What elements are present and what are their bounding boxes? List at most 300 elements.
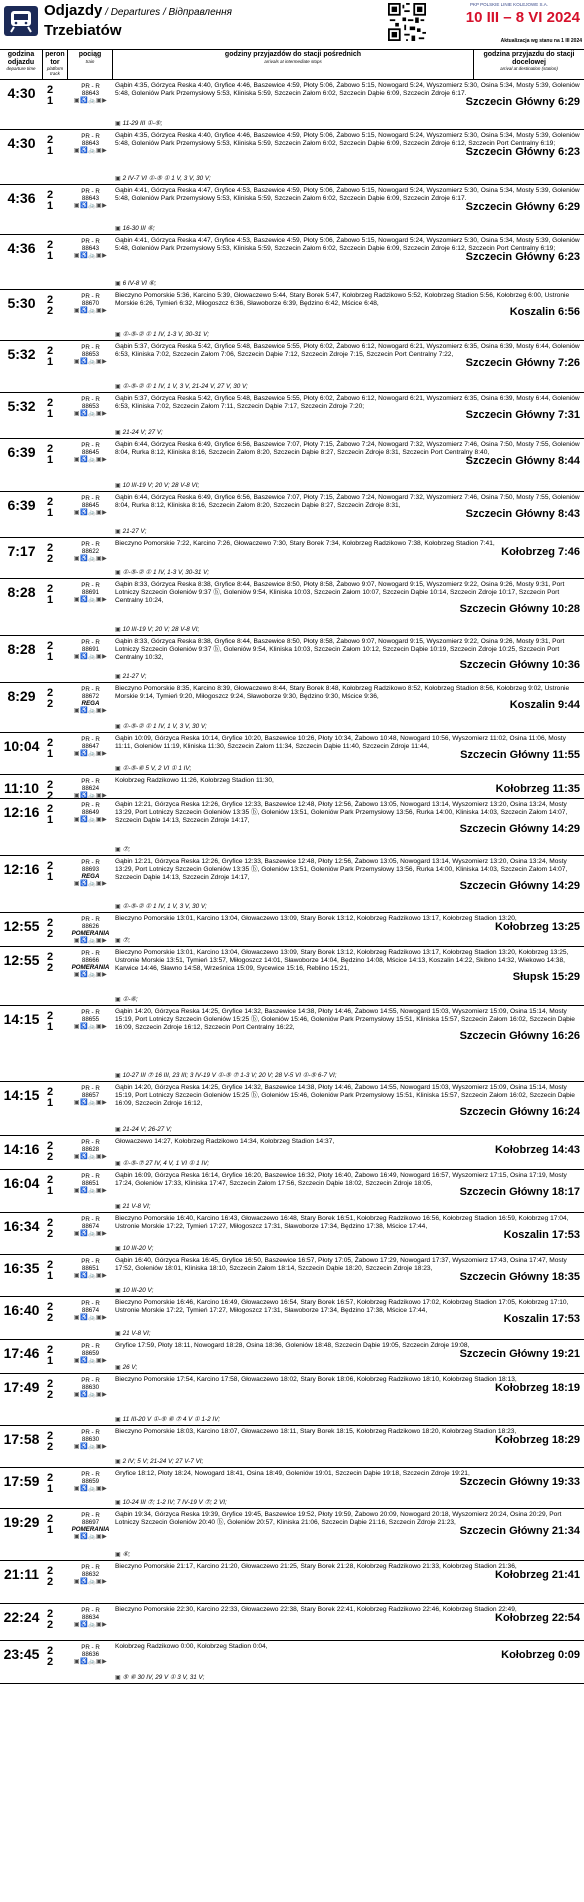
intermediate-stops: Gąbin 5:37, Górzyca Reska 5:42, Gryfice 5:48, Baszewice 5:55, Płoty 6:02, Żabowo 6:12, Nowogard 6:21, Wyszomierz 6:35, Osina 6:39, Mosty 6:44, Goleniów 6:53, Kliniska 7:02, Szczecin Załom 7:06, Szczecin Dąbie 7:12, Szczecin Zdroje 7:15, Szczecin Port Centralny 7:22, [115,343,580,358]
intermediate-stops: Gąbin 14:20, Górzyca Reska 14:25, Gryfice 14:32, Baszewice 14:38, Płoty 14:46, Żabowo 14:55, Nowogard 15:03, Wyszomierz 15:09, Osina 15:14, Mosty 15:19, Port Lotniczy Szczecin Goleniów 15:25 ⓑ, Goleniów 15:46, Goleniów Park Przemysłowy 15:51, Kliniska 15:57, Szczecin Załom 16:02, Szczecin Dąbie 16:09, Szczecin Zdroje 16:12, [115,1084,575,1107]
running-days-text: ⑥; [122,1551,131,1558]
train-category: PR - R [81,83,100,90]
destination: Szczecin Główny 14:29 [459,823,580,835]
train-category: PR - R [81,1564,100,1571]
platform-number: 2 [47,345,54,357]
column-headers [0,50,584,80]
destination: Szczecin Główny 18:35 [459,1271,580,1283]
intermediate-stops: Gąbin 12:21, Górzyca Reska 12:26, Gryfice 12:33, Baszewice 12:48, Płoty 12:56, Żabowo 13:05, Nowogard 13:14, Wyszomierz 13:20, Osina 13:24, Mosty 13:29, Port Lotniczy Szczecin Goleniów 13:35 ⓑ, Goleniów 13:51, Goleniów Park Przemysłowy 13:56, Rurka 14:00, Kliniska 14:03, Szczecin Załom 14:07, Szczecin Dąbie 14:13, Szczecin Zdroje 14:17, [115,801,568,824]
running-days-note [115,1330,150,1337]
train-info [68,1509,113,1560]
platform-number: 2 [47,687,54,699]
table-row[interactable] [0,1426,584,1468]
col-train: pociąg train [68,50,113,79]
amenity-icons: ▣♿🚲▣▶ [73,410,108,417]
train-number: 88643 [81,90,100,97]
train-category: PR - R [81,1139,100,1146]
destination: Szczecin Główny 10:28 [459,603,580,615]
running-days-text: 11 III-20 V ①-⑤ ⑥ ⑦ 4 V ① 1-2 IV; [122,1416,220,1423]
departure-time: 5:32 [7,346,36,362]
track-number: 1 [47,1097,54,1109]
platform-number: 2 [47,189,54,201]
table-row[interactable] [0,799,584,856]
table-row[interactable] [0,538,584,579]
destination: Szczecin Główny 8:44 [465,455,580,467]
calendar-icon: ▣ [115,430,121,436]
train-category: PR - R [81,133,100,140]
table-row[interactable] [0,1297,584,1340]
train-info [68,913,113,946]
intermediate-stops: Gąbin 6:44, Górzyca Reska 6:49, Gryfice 6:56, Baszewice 7:07, Płoty 7:15, Żabowo 7:24, Nowogard 7:32, Wyszomierz 7:46, Osina 7:50, Mosty 7:55, Goleniów 8:04, Rurka 8:12, Kliniska 8:16, Szczecin Załom 8:20, Szczecin Dąbie 8:27, Szczecin Zdroje 8:31, [115,494,580,509]
destination: Koszalin 9:44 [509,699,580,711]
track-number: 2 [47,1389,54,1401]
table-row[interactable] [0,1604,584,1641]
train-category: PR - R [81,1607,100,1614]
train-number: 88628 [81,1146,100,1153]
platform-track [43,1213,68,1254]
track-number: 1 [47,250,54,262]
col-time: godzina odjazdu departure time [0,50,43,79]
train-number: 88630 [81,1436,100,1443]
destination: Szczecin Główny 14:29 [459,880,580,892]
train-category: PR - R [81,1009,100,1016]
train-info [68,341,113,392]
platform-track [43,1297,68,1339]
amenity-icons: ▣♿🚲▣▶ [73,97,108,104]
running-days-text: ①-⑤-② ① 1 IV, 1 V, 3 V, 30 V; [122,723,207,730]
departure-time: 12:55 [3,918,40,934]
route-cell [113,636,584,682]
platform-number: 2 [47,803,54,815]
table-row[interactable] [0,130,584,185]
calendar-icon: ▣ [115,332,121,338]
running-days-note [115,1551,130,1558]
col-platform: peron tor platform track [43,50,68,79]
platform-track [43,636,68,682]
amenity-icons: ▣♿🚲▣▶ [73,555,108,562]
departure-time: 6:39 [7,497,36,513]
route-cell [113,439,584,491]
calendar-icon: ▣ [115,674,121,680]
running-days-note [115,903,207,910]
table-row[interactable] [0,1641,584,1684]
platform-number: 2 [47,1217,54,1229]
train-category: PR - R [81,1085,100,1092]
intermediate-stops: Gąbin 16:40, Górzyca Reska 16:45, Gryfice 16:50, Baszewice 16:57, Płoty 17:05, Żabowo 17:29, Nowogard 17:37, Wyszomierz 17:43, Osina 17:47, Mosty 17:52, Goleniów 18:01, Kliniska 18:10, Szczecin Załom 18:14, Szczecin Dąbie 18:20, Szczecin Zdroje 18:23, [115,1257,567,1272]
train-number: 88630 [81,1384,100,1391]
destination: Kołobrzeg 0:09 [501,1649,580,1661]
departure-time: 11:10 [3,780,40,796]
train-number: 88653 [81,351,100,358]
intermediate-stops: Bieczyno Pomorskie 13:01, Karcino 13:04, Głowaczewo 13:09, Stary Borek 13:12, Kołobrzeg Radzikowo 13:17, Kołobrzeg Stadion 13:20, Kołobrzeg 13:25, Ustronie Morskie 13:51, Tymień 13:57, Miłogoszcz 14:01, Sławoborze 14:04, Będzino 14:08, Mścice 14:13, Koszalin 14:22, Skibno 14:32, Wiekowo 14:38, Karwice 14:46, Sławno 14:58, Wrześnica 15:09, Sycewice 15:16, Reblino 15:21, [115,949,569,972]
platform-number: 2 [47,1086,54,1098]
intermediate-stops: Bieczyno Pomorskie 16:46, Karcino 16:49, Głowaczewo 16:54, Stary Borek 16:57, Kołobrzeg Radzikowo 17:02, Kołobrzeg Stadion 17:05, Kołobrzeg 17:10, Ustronie Morskie 17:22, Tymień 17:27, Miłogoszcz 17:31, Sławoborze 17:34, Będzino 17:38, Mścice 17:44, [115,1299,569,1314]
train-info [68,130,113,184]
platform-track [43,1509,68,1560]
track-number: 1 [47,356,54,368]
platform-number: 2 [47,951,54,963]
table-row[interactable] [0,1340,584,1374]
amenity-icons: ▣♿🚲▣▶ [73,1023,108,1030]
track-number: 2 [47,790,54,799]
platform-number: 2 [47,1174,54,1186]
track-number: 2 [47,928,54,940]
amenity-icons: ▣♿🚲▣▶ [73,509,108,516]
train-number: 88643 [81,245,100,252]
train-category: PR - R [81,950,100,957]
running-days-text: ①-⑤-② ① 1 IV, 1-3 V, 30-31 V; [122,331,209,338]
platform-track [43,1641,68,1683]
running-days-text: 10 III-20 V; [122,1245,154,1252]
platform-number: 2 [47,640,54,652]
platform-number: 2 [47,1645,54,1657]
calendar-icon: ▣ [115,121,121,127]
departure-time: 10:04 [3,738,40,754]
train-category: PR - R [81,736,100,743]
table-row[interactable] [0,1561,584,1604]
route-cell [113,538,584,578]
destination: Szczecin Główny 6:23 [465,251,580,263]
calendar-icon: ▣ [115,1161,121,1167]
track-number: 2 [47,1576,54,1588]
table-row[interactable] [0,947,584,1006]
calendar-icon: ▣ [115,1127,121,1133]
table-row[interactable] [0,290,584,341]
table-row[interactable] [0,1509,584,1561]
platform-track [43,1340,68,1373]
track-number: 1 [47,1355,54,1367]
intermediate-stops: Gąbin 4:41, Górzyca Reska 4:47, Gryfice 4:53, Baszewice 4:59, Płoty 5:06, Żabowo 5:15, Nowogard 5:24, Wyszomierz 5:30, Osina 5:34, Mosty 5:39, Goleniów 5:48, Goleniów Park Przemysłowy 5:53, Kliniska 5:59, Szczecin Załom 6:02, Szczecin Dąbie 6:09, Szczecin Zdroje 6:17. [115,187,580,202]
calendar-icon: ▣ [115,938,121,944]
platform-number: 2 [47,134,54,146]
amenity-icons: ▣♿🚲▣▶ [73,1485,108,1492]
table-row[interactable] [0,80,584,130]
table-row[interactable] [0,1374,584,1426]
running-days-note [115,120,162,127]
route-cell [113,856,584,912]
train-info [68,733,113,774]
train-info [68,1297,113,1339]
train-number: 88674 [81,1307,100,1314]
track-number: 1 [47,748,54,760]
amenity-icons: ▣♿🚲▣▶ [73,653,108,660]
table-row[interactable] [0,1082,584,1136]
table-row[interactable] [0,393,584,439]
platform-track [43,1006,68,1081]
table-row[interactable] [0,1170,584,1213]
amenity-icons: ▣♿🚲▣▶ [73,1099,108,1106]
track-number: 1 [47,594,54,606]
track-number: 1 [47,507,54,519]
departure-time: 14:16 [3,1141,40,1157]
table-row[interactable] [0,913,584,947]
track-number: 2 [47,1619,54,1631]
train-number: 88670 [81,300,100,307]
platform-track [43,1170,68,1212]
train-number: 88697 [81,1519,100,1526]
train-info [68,185,113,234]
platform-number: 2 [47,239,54,251]
train-info [68,1255,113,1296]
intermediate-stops: Bieczyno Pomorskie 8:35, Karcino 8:39, Głowaczewo 8:44, Stary Borek 8:48, Kołobrzeg Radzikowo 8:52, Kołobrzeg Stadion 8:56, Kołobrzeg 9:02, Ustronie Morskie 9:14, Tymień 9:20, Miłogoszcz 9:24, Sławoborze 9:30, Będzino 9:30, Mścice 9:36, [115,685,570,700]
amenity-icons: ▣♿🚲▣▶ [73,1533,108,1540]
platform-number: 2 [47,737,54,749]
running-days-note [115,1499,227,1506]
train-info [68,1426,113,1467]
destination: Szczecin Główny 19:21 [459,1348,580,1360]
track-number: 1 [47,454,54,466]
departure-time: 12:16 [3,861,40,877]
platform-track [43,235,68,289]
train-info [68,1641,113,1683]
intermediate-stops: Bieczyno Pomorskie 21:17, Karcino 21:20, Głowaczewo 21:25, Stary Borek 21:28, Kołobrzeg Radzikowo 21:33, Kołobrzeg Stadion 21:36, [115,1563,517,1570]
running-days-text: 21-27 V; [122,528,147,535]
destination: Szczecin Główny 8:43 [465,508,580,520]
track-number: 2 [47,1151,54,1163]
running-days-text: ①-⑤-⑥ 5 V, 2 VI ① 1 IV; [122,765,192,772]
route-cell [113,1468,584,1508]
route-cell [113,1082,584,1135]
running-days-text: 21-24 V; 27 V; [122,429,163,436]
train-info [68,439,113,491]
departure-time: 16:40 [3,1302,40,1318]
amenity-icons: ▣♿🚲▣▶ [73,358,108,365]
intermediate-stops: Kołobrzeg Radzikowo 0:00, Kołobrzeg Stadion 0:04, [115,1643,268,1650]
calendar-icon: ▣ [115,384,121,390]
running-days-note [115,280,156,287]
calendar-icon: ▣ [115,997,121,1003]
table-row[interactable] [0,636,584,683]
running-days-text: ⑦; [122,937,131,944]
running-days-text: 10 III-20 V; [122,1287,154,1294]
train-category: PR - R [81,778,100,785]
table-row[interactable] [0,1136,584,1170]
destination: Słupsk 15:29 [512,971,580,983]
intermediate-stops: Gąbin 6:44, Górzyca Reska 6:49, Gryfice 6:56, Baszewice 7:07, Płoty 7:15, Żabowo 7:24, Nowogard 7:32, Wyszomierz 7:46, Osina 7:50, Mosty 7:55, Goleniów 8:04, Rurka 8:12, Kliniska 8:16, Szczecin Załom 8:20, Szczecin Dąbie 8:27, Szczecin Zdroje 8:31, Szczecin Port Centralny 8:40, [115,441,580,456]
platform-number: 2 [47,1259,54,1271]
platform-number: 2 [47,496,54,508]
platform-number: 2 [47,779,54,791]
calendar-icon: ▣ [115,1552,121,1558]
platform-track [43,1561,68,1603]
intermediate-stops: Gąbin 14:20, Górzyca Reska 14:25, Gryfice 14:32, Baszewice 14:38, Płoty 14:46, Żabowo 14:55, Nowogard 15:03, Wyszomierz 15:09, Osina 15:14, Mosty 15:19, Port Lotniczy Szczecin Goleniów 15:25 ⓑ, Goleniów 15:46, Goleniów Park Przemysłowy 15:51, Kliniska 15:57, Szczecin Załom 16:02, Szczecin Dąbie 16:09, Szczecin Zdroje 16:12, Szczecin Port Centralny 16:22, [115,1008,575,1031]
calendar-icon: ▣ [115,847,121,853]
train-info [68,1468,113,1508]
train-category: PR - R [81,344,100,351]
route-cell [113,1426,584,1467]
track-number: 1 [47,1185,54,1197]
destination: Szczecin Główny 11:55 [460,749,580,761]
running-days-note [115,1364,137,1371]
route-cell [113,1374,584,1425]
train-info [68,775,113,798]
running-days-note [115,429,163,436]
table-row[interactable] [0,775,584,799]
track-number: 2 [47,305,54,317]
train-category: PR - R [81,1173,100,1180]
amenity-icons: ▣♿🚲▣▶ [73,1314,108,1321]
track-number: 2 [47,698,54,710]
destination: Kołobrzeg 7:46 [501,546,580,558]
train-number: 88624 [81,785,100,792]
platform-track [43,1136,68,1169]
train-number: 88651 [81,1265,100,1272]
route-cell [113,393,584,438]
table-row[interactable] [0,733,584,775]
table-row[interactable] [0,1213,584,1255]
train-category: PR - R [81,639,100,646]
calendar-icon: ▣ [115,483,121,489]
route-cell [113,290,584,340]
departure-time: 16:34 [3,1218,40,1234]
train-info [68,1082,113,1135]
destination: Szczecin Główny 16:26 [459,1030,580,1042]
header [0,0,584,50]
calendar-icon: ▣ [115,1417,121,1423]
running-days-text: 2 IV-7 VI ①-⑤ ① 1 V, 3 V, 30 V; [122,175,211,182]
train-category: PR - R [81,396,100,403]
table-row[interactable] [0,235,584,290]
pkp-logo: PKP POLSKIE LINIE KOLEJOWE S.A. [470,2,548,7]
train-category: PR - R [81,1216,100,1223]
col-destination: godzina przyjazdu do stacji docelowej arrival at destination (station) [483,51,575,71]
intermediate-stops: Gąbin 4:41, Górzyca Reska 4:47, Gryfice 4:53, Baszewice 4:59, Płoty 5:06, Żabowo 5:15, Nowogard 5:24, Wyszomierz 5:30, Osina 5:34, Mosty 5:39, Goleniów 5:48, Goleniów Park Przemysłowy 5:53, Kliniska 5:59, Szczecin Załom 6:02, Szczecin Dąbie 6:09, Szczecin Zdroje 6:12, Szczecin Port Centralny 6:19; [115,237,580,252]
intermediate-stops: Gąbin 8:33, Górzyca Reska 8:38, Gryfice 8:44, Baszewice 8:50, Płoty 8:58, Żabowo 9:07, Nowogard 9:15, Wyszomierz 9:22, Osina 9:26, Mosty 9:31, Port Lotniczy Szczecin Goleniów 9:37 ⓑ, Goleniów 9:54, Kliniska 10:03, Szczecin Załom 10:07, Szczecin Dąbie 10:14, Szczecin Zdroje 10:17, Szczecin Port Centralny 10:24, [115,581,565,604]
train-number: 88653 [81,403,100,410]
train-category: PR - R [81,1512,100,1519]
train-category: PR - R [81,802,100,809]
train-number: 88645 [81,502,100,509]
table-row[interactable] [0,439,584,492]
running-days-note [115,723,207,730]
train-info [68,579,113,635]
amenity-icons: ▣♿🚲▣▶ [73,1153,108,1160]
intermediate-stops: Gąbin 5:37, Górzyca Reska 5:42, Gryfice 5:48, Baszewice 5:55, Płoty 6:02, Żabowo 6:12, Nowogard 6:21, Wyszomierz 6:35, Osina 6:39, Mosty 6:44, Goleniów 6:53, Kliniska 7:02, Szczecin Załom 7:11, Szczecin Dąbie 7:17, Szczecin Zdroje 7:20; [115,395,580,410]
train-number: 88691 [81,646,100,653]
destination: Koszalin 17:53 [503,1313,580,1325]
running-days-text: 10 III-19 V; 20 V; 28 V-8 VI; [122,626,200,633]
route-cell [113,235,584,289]
platform-track [43,733,68,774]
track-number: 1 [47,145,54,157]
running-days-note [115,175,211,182]
train-number: 88643 [81,140,100,147]
route-cell [113,1561,584,1603]
update-note: Aktualizacja wg stanu na 1 III 2024 [500,38,582,44]
train-info [68,683,113,732]
table-row[interactable] [0,1468,584,1509]
table-row[interactable] [0,1255,584,1297]
destination: Szczecin Główny 16:24 [459,1106,580,1118]
platform-track [43,683,68,732]
intermediate-stops: Gąbin 19:34, Górzyca Reska 19:39, Gryfice 19:45, Baszewice 19:52, Płoty 19:59, Żabowo 20:09, Nowogard 20:18, Wyszomierz 20:24, Osina 20:29, Port Lotniczy Szczecin Goleniów 20:40 ⓑ, Goleniów 20:57, Kliniska 21:06, Szczecin Dąbie 21:16, Szczecin Zdroje 21:23, [115,1511,562,1526]
platform-number: 2 [47,860,54,872]
platform-track [43,185,68,234]
running-days-note [115,1674,204,1681]
train-name: POMERANIA [71,930,110,937]
track-number: 1 [47,871,54,883]
amenity-icons: ▣♿🚲▣▶ [73,816,108,823]
table-row[interactable] [0,1006,584,1082]
departure-time: 12:16 [3,804,40,820]
table-row[interactable] [0,492,584,538]
running-days-text: 21-24 V; 26-27 V; [122,1126,172,1133]
intermediate-stops: Bieczyno Pomorskie 18:03, Karcino 18:07, Głowaczewo 18:11, Stary Borek 18:15, Kołobrzeg Radzikowo 18:20, Kołobrzeg Stadion 18:23, [115,1428,517,1435]
platform-track [43,799,68,855]
intermediate-stops: Gąbin 4:35, Górzyca Reska 4:40, Gryfice 4:46, Baszewice 4:59, Płoty 5:06, Żabowo 5:15, Nowogard 5:24, Wyszomierz 5:30, Osina 5:34, Mosty 5:39, Goleniów 5:48, Goleniów Park Przemysłowy 5:53, Kliniska 5:59, Szczecin Załom 6:02, Szczecin Dąbie 6:09, Szczecin Zdroje 6:17. [115,82,580,97]
route-cell [113,1604,584,1640]
intermediate-stops: Gąbin 16:09, Górzyca Reska 16:14, Gryfice 16:20, Baszewice 16:32, Płoty 16:40, Żabowo 16:49, Nowogard 16:57, Wyszomierz 17:15, Osina 17:19, Mosty 17:24, Goleniów 17:33, Kliniska 17:47, Szczecin Załom 17:56, Szczecin Dąbie 18:02, Szczecin Zdroje 18:05, [115,1172,567,1187]
destination: Szczecin Główny 6:29 [465,201,580,213]
train-number: 88666 [81,957,100,964]
table-row[interactable] [0,579,584,636]
train-icon [4,6,38,36]
amenity-icons: ▣♿🚲▣▶ [73,252,108,259]
platform-number: 2 [47,542,54,554]
destination: Kołobrzeg 21:41 [495,1569,580,1581]
table-row[interactable] [0,856,584,913]
departure-time: 8:28 [7,641,36,657]
intermediate-stops: Bieczyno Pomorskie 17:54, Karcino 17:58, Głowaczewo 18:02, Stary Borek 18:06, Kołobrzeg Radzikowo 18:10, Kołobrzeg Stadion 18:13, [115,1376,517,1383]
station-name: Trzebiatów [44,22,122,39]
track-number: 1 [47,1483,54,1495]
calendar-icon: ▣ [115,1459,121,1465]
running-days-text: ⑤ ⑥ 30 IV, 29 V ① 3 V, 31 V; [122,1674,205,1681]
calendar-icon: ▣ [115,529,121,535]
running-days-text: ①-⑤-⑦ 27 IV, 4 V, 1 VI ① 1 IV; [122,1160,209,1167]
departure-time: 17:49 [3,1379,40,1395]
table-row[interactable] [0,683,584,733]
train-info [68,538,113,578]
qr-code-icon[interactable] [388,3,426,41]
departure-time: 22:24 [3,1609,40,1625]
route-cell [113,1170,584,1212]
running-days-text: 21 V-8 VI; [122,1330,151,1337]
platform-track [43,80,68,129]
running-days-note [115,331,209,338]
running-days-text: 26 V; [122,1364,138,1371]
platform-track [43,1468,68,1508]
running-days-note [115,383,248,390]
track-number: 1 [47,651,54,663]
departure-time: 12:55 [3,952,40,968]
platform-track [43,775,68,798]
calendar-icon: ▣ [115,627,121,633]
running-days-note [115,1160,209,1167]
platform-number: 2 [47,1140,54,1152]
platform-track [43,947,68,1005]
train-number: 88632 [81,1571,100,1578]
intermediate-stops: Kołobrzeg Radzikowo 11:26, Kołobrzeg Stadion 11:30, [115,777,274,784]
platform-number: 2 [47,1608,54,1620]
intermediate-stops: Gryfice 18:12, Płoty 18:24, Nowogard 18:41, Osina 18:49, Goleniów 19:01, Szczecin Dąbie 19:18, Szczecin Zdroje 19:21, [115,1470,470,1477]
train-category: PR - R [81,293,100,300]
table-row[interactable] [0,341,584,393]
route-cell [113,1641,584,1683]
train-category: PR - R [81,188,100,195]
route-cell [113,341,584,392]
train-info [68,1340,113,1373]
route-cell [113,579,584,635]
departure-time: 16:04 [3,1175,40,1191]
intermediate-stops: Gryfice 17:59, Płoty 18:11, Nowogard 18:28, Osina 18:36, Goleniów 18:48, Szczecin Dąbie 19:05, Szczecin Zdroje 19:08, [115,1342,470,1349]
destination: Kołobrzeg 18:19 [495,1382,580,1394]
table-row[interactable] [0,185,584,235]
track-number: 2 [47,1228,54,1240]
amenity-icons: ▣♿🚲▣▶ [73,707,108,714]
route-cell [113,683,584,732]
train-category: PR - R [81,859,100,866]
